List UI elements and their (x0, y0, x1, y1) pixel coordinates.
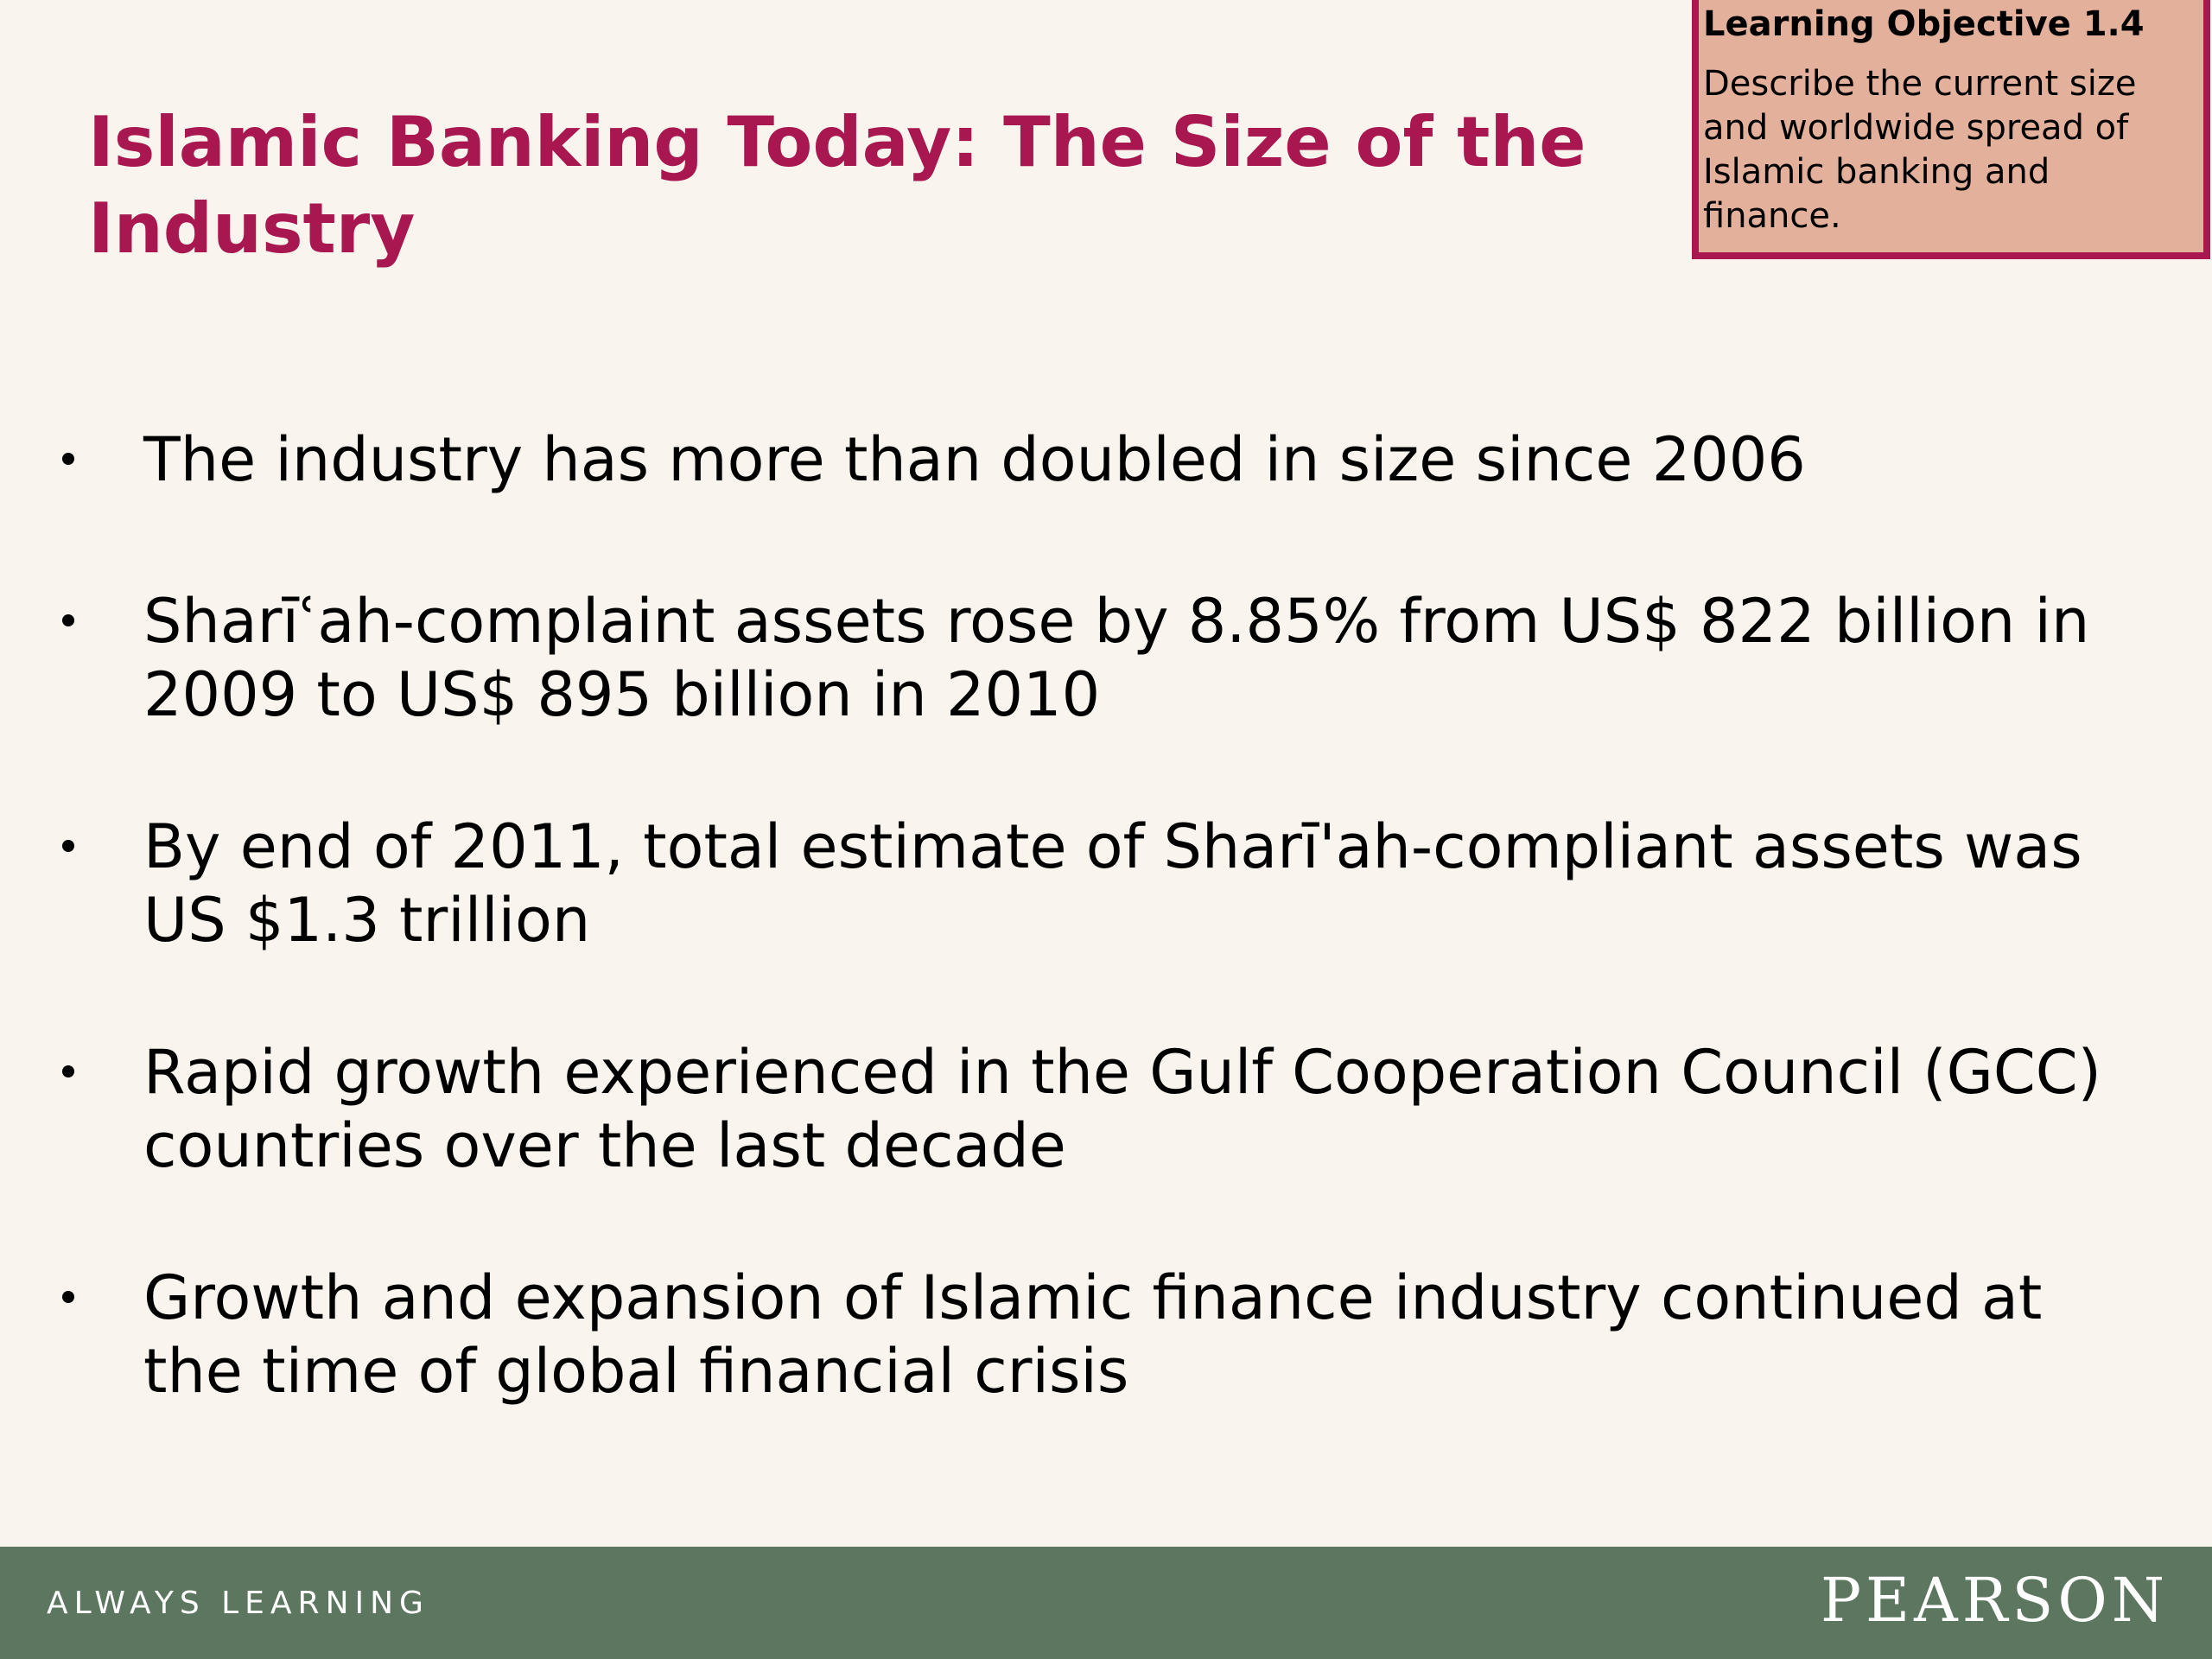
bullet-item (0, 1036, 2108, 1183)
bullet-text: The industry has more than doubled in size since 2006 (143, 424, 1806, 495)
pearson-logo: PEARSON (1820, 1565, 2169, 1636)
slide-title: Islamic Banking Today: The Size of the Industry (88, 102, 1586, 269)
bullet-icon (62, 453, 74, 465)
bullet-item (0, 585, 2108, 732)
learning-objective-text: Describe the current size and worldwide spread of Islamic banking and finance. (1703, 64, 2137, 236)
bullet-icon (62, 1065, 74, 1077)
bullet-text: Growth and expansion of Islamic finance industry continued at the time of global financial crisis (143, 1262, 2043, 1407)
bullet-icon (62, 1291, 74, 1303)
learning-objective-heading: Learning Objective 1.4 (1703, 4, 2145, 44)
bullet-icon (62, 614, 74, 626)
bullet-text: Sharīʿah-complaint assets rose by 8.85% from US$ 822 billion in 2009 to US$ 895 billion in 2010 (143, 586, 2090, 730)
bullet-item (0, 810, 2108, 957)
bullet-list (0, 423, 2108, 1487)
learning-objective-box (1692, 0, 2210, 259)
bullet-item (0, 1262, 2108, 1408)
bullet-text: Rapid growth experienced in the Gulf Cooperation Council (GCC) countries over the last decade (143, 1037, 2101, 1181)
bullet-icon (62, 840, 74, 852)
bullet-item (0, 423, 2108, 497)
footer-bar (0, 1547, 2212, 1659)
footer-tagline: ALWAYS LEARNING (47, 1586, 429, 1621)
bullet-text: By end of 2011, total estimate of Sharī'ah-compliant assets was US $1.3 trillion (143, 811, 2082, 956)
